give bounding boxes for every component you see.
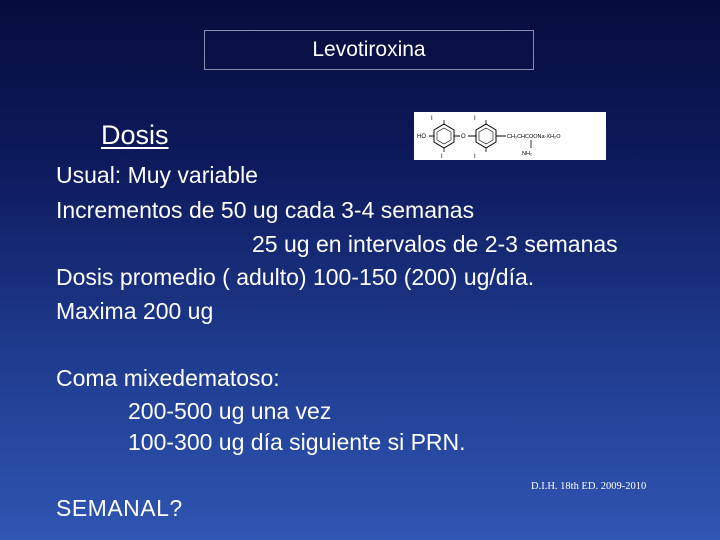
myxedema-heading-line: Coma mixedematoso: [56, 365, 280, 391]
ether-oxygen-label: O [461, 134, 466, 140]
average-dose-line: Dosis promedio ( adulto) 100-150 (200) ug/día. [56, 264, 535, 290]
molecule-diagram [414, 112, 606, 160]
myxedema-dose-1-line: 200-500 ug una vez [128, 398, 332, 424]
amine-label: NH₂ [522, 151, 533, 157]
increments-alt-line: 25 ug en intervalos de 2-3 semanas [252, 231, 618, 257]
iodine-label-2: I [441, 154, 443, 160]
levothyroxine-structure-image [414, 112, 606, 160]
iodine-label-1: I [431, 116, 433, 122]
side-chain-label: CH₂CHCOONa·XH₂O [507, 134, 561, 140]
increments-line: Incrementos de 50 ug cada 3-4 semanas [56, 197, 475, 223]
myxedema-dose-2-line: 100-300 ug día siguiente si PRN. [128, 429, 466, 455]
max-dose-line: Maxima 200 ug [56, 298, 214, 324]
iodine-label-3: I [474, 116, 476, 122]
title-box [204, 30, 534, 70]
reference-citation: D.I.H. 18th ED. 2009-2010 [531, 481, 647, 492]
iodine-label-4: I [474, 154, 476, 160]
dosis-heading: Dosis [101, 120, 169, 150]
usual-dose-line: Usual: Muy variable [56, 162, 258, 188]
weekly-question: SEMANAL? [56, 495, 183, 521]
slide-title: Levotiroxina [312, 38, 426, 61]
hydroxyl-label: HO [417, 134, 426, 140]
